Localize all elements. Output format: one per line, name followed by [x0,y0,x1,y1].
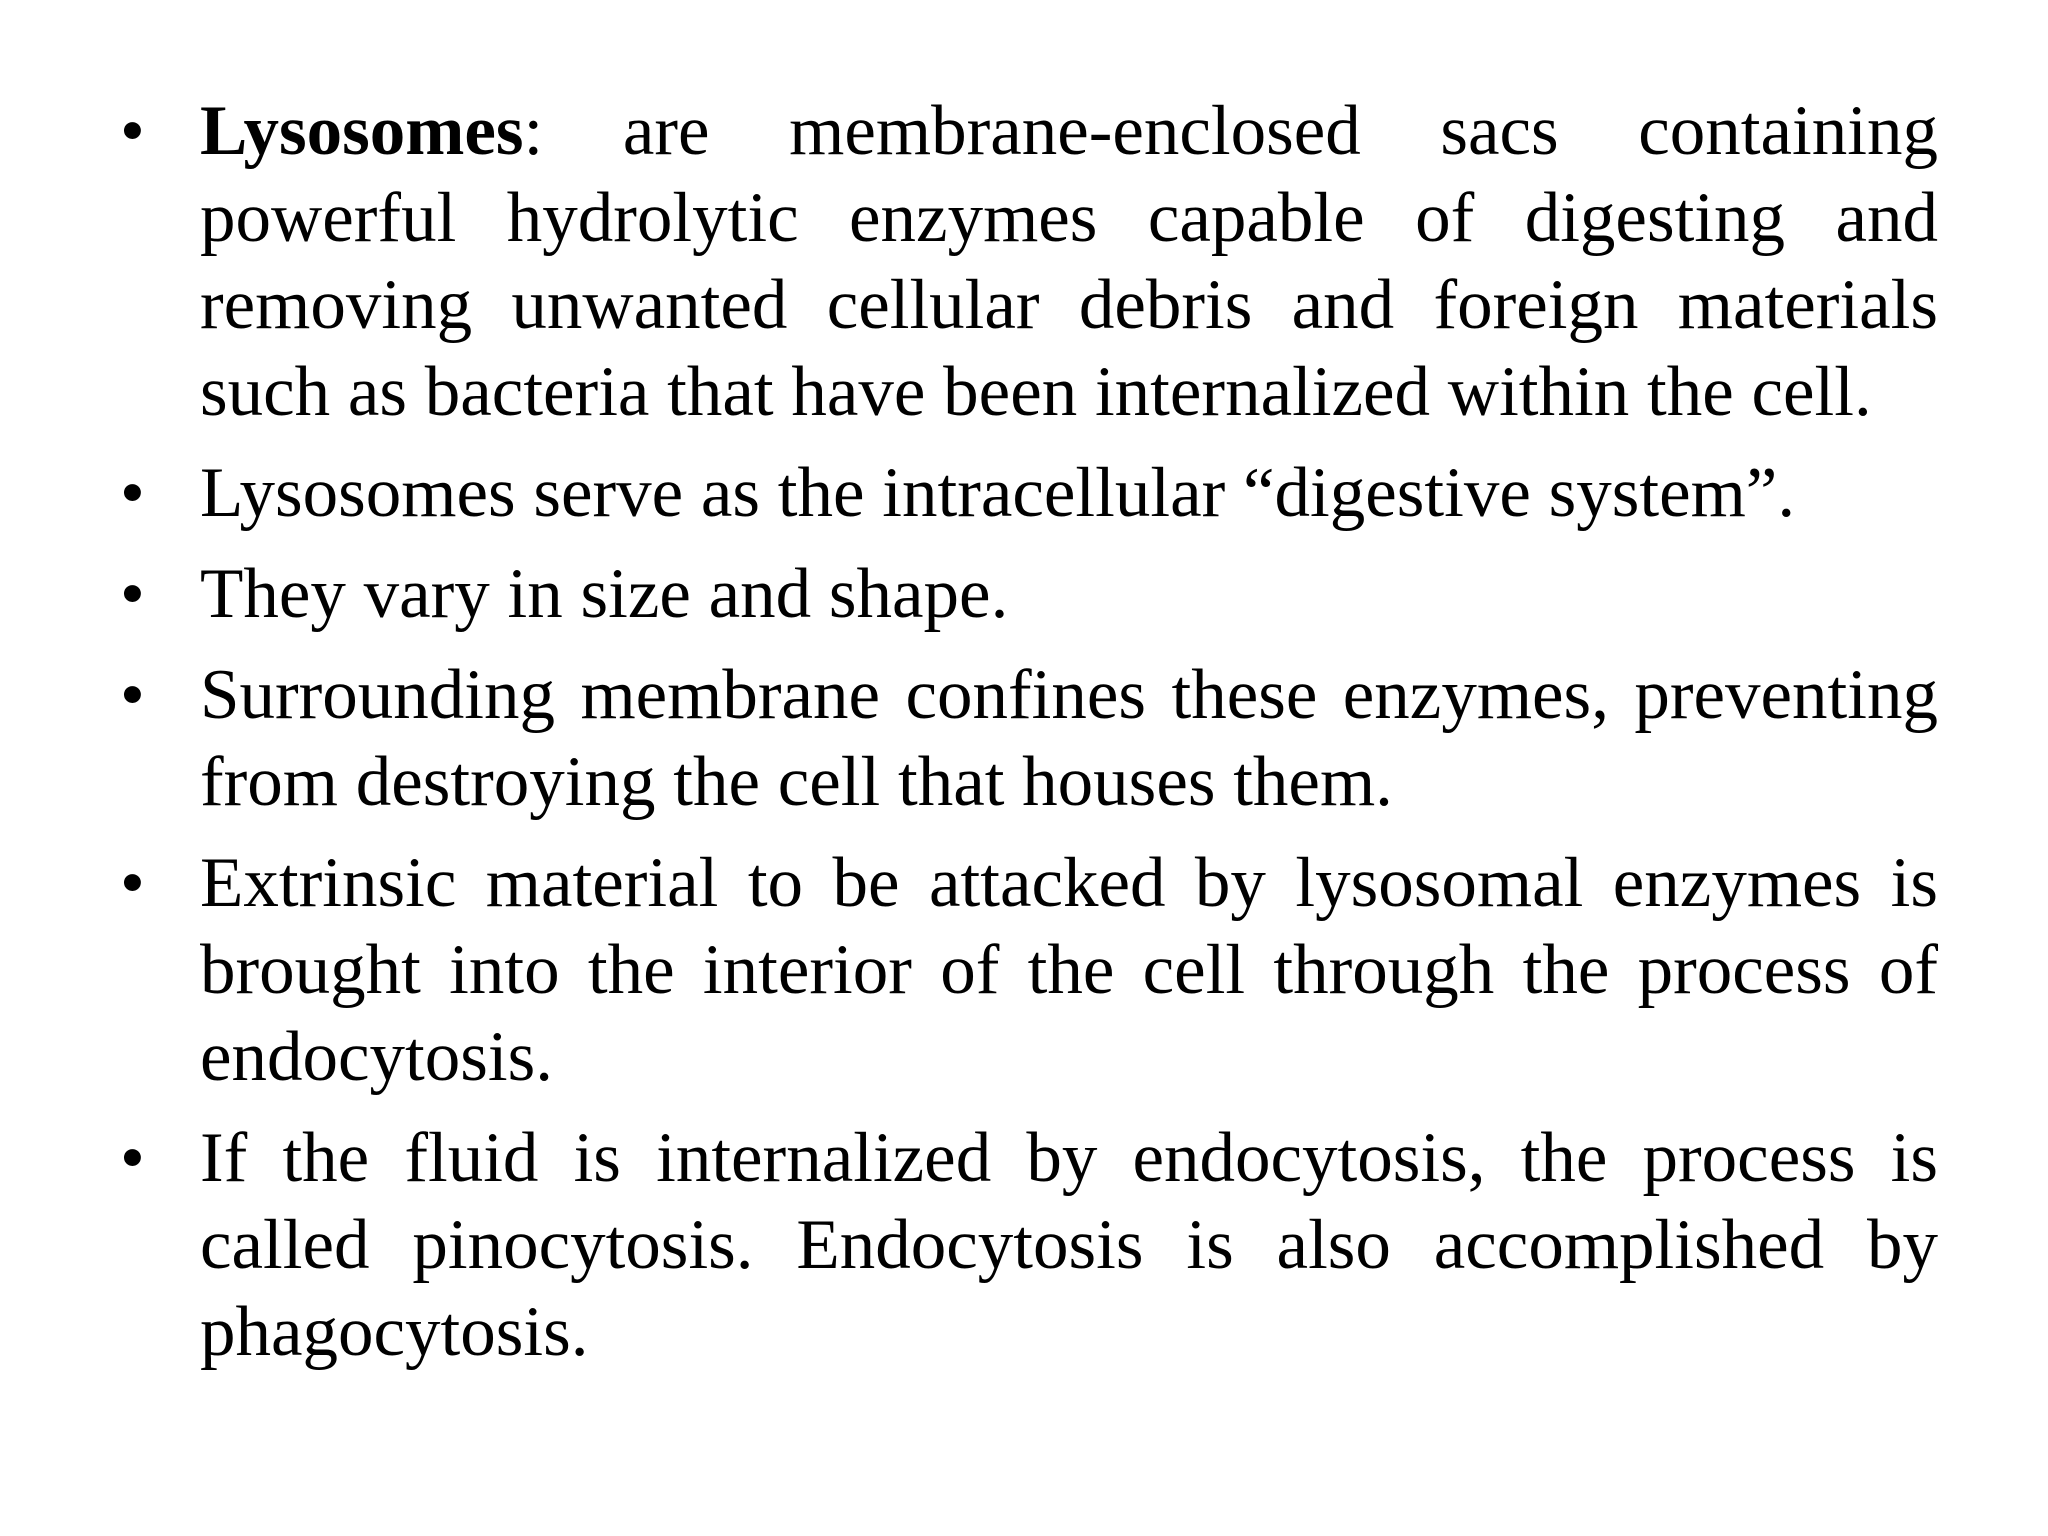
bullet-icon: • [120,555,145,633]
bullet-text: They vary in size and shape. [200,555,1009,633]
bullet-item-pinocytosis [120,1115,1938,1376]
bullet-item-endocytosis [120,840,1938,1101]
bullet-text [200,88,1938,436]
bullet-list [120,88,1938,1390]
bullet-icon: • [120,454,145,532]
bullet-item-digestive-system [120,450,1938,537]
bullet-text: Surrounding membrane confines these enzymes, preventing from destroying the cell that houses them. [200,656,1938,821]
bullet-icon: • [120,1119,145,1197]
bullet-icon: • [120,656,145,734]
bullet-text: Lysosomes serve as the intracellular “digestive system”. [200,454,1796,532]
bullet-body: : are membrane-enclosed sacs containing powerful hydrolytic enzymes capable of digesting and removing unwanted cellular debris and foreign materials such as bacteria that have been internalized within the cell. [200,92,1938,431]
bullet-item-size-shape [120,551,1938,638]
bullet-icon: • [120,92,145,170]
bullet-text: If the fluid is internalized by endocytosis, the process is called pinocytosis. Endocytosis is also accomplished by phagocytosis. [200,1119,1938,1371]
bullet-text: Extrinsic material to be attacked by lysosomal enzymes is brought into the interior of the cell through the process of endocytosis. [200,844,1938,1096]
bullet-item-lysosomes-definition [120,88,1938,436]
bullet-icon: • [120,844,145,922]
bullet-item-membrane [120,652,1938,826]
bullet-term: Lysosomes [200,92,524,170]
